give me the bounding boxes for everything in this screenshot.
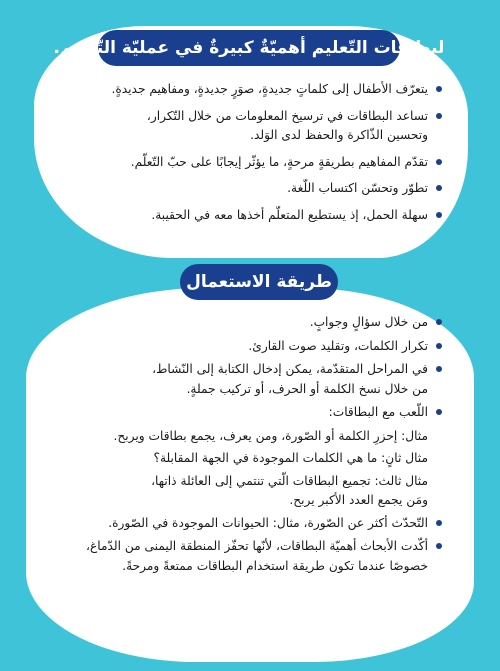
item-text: تقدّم المفاهيم بطريقةٍ مرحةٍ، ما يؤثّر إيجابًا على حبّ التّعلّم.	[130, 154, 428, 169]
list-item	[60, 206, 444, 226]
list-item	[54, 537, 444, 576]
bullet-icon	[436, 520, 442, 526]
importance-list	[60, 80, 444, 232]
item-text: مثال ثالث: تجميع البطاقات الّتي تنتمي إلى العائلة ذاتها،	[151, 473, 428, 488]
bullet-icon	[436, 343, 442, 349]
example-line	[54, 427, 444, 447]
bullet-icon	[436, 113, 442, 119]
list-item	[60, 179, 444, 199]
list-item	[60, 107, 444, 146]
section-usage-title: طريقة الاستعمال	[183, 267, 335, 297]
list-item	[60, 153, 444, 173]
section-importance-title: لبطاقات التّعليم أهميّةٌ كبيرةٌ في عمليّة التّعليم.	[101, 33, 397, 63]
bullet-icon	[436, 366, 442, 372]
item-text: التّحدّث أكثر عن الصّورة، مثال: الحيوانات الموجودة في الصّورة.	[108, 515, 428, 530]
example-line	[54, 472, 444, 511]
item-text: تساعد البطاقات في ترسيخ المعلومات من خلال التّكرار،	[146, 108, 428, 123]
bullet-icon	[436, 185, 442, 191]
bullet-icon	[436, 159, 442, 165]
item-text: ومَن يجمع العدد الأكبر يربح.	[289, 493, 428, 507]
item-text: أكّدت الأبحاث أهميّة البطاقات، لأنّها تحفّز المنطقة اليمنى من الدّماغ،	[86, 539, 428, 553]
item-text: في المراحل المتقدّمة، يمكن إدخال الكتابة إلى النّشاط،	[152, 362, 428, 376]
item-text: يتعرّف الأطفال إلى كلماتٍ جديدةٍ، صوَرٍ جديدةٍ، ومفاهيم جديدةٍ.	[111, 82, 428, 96]
usage-list	[54, 313, 444, 580]
item-text: وتحسين الذّاكرة والحفظ لدى الوَلد.	[250, 128, 428, 142]
item-text: خصوصًا عندما تكون طريقة استخدام البطاقات ممتعةً ومرحةً.	[122, 558, 428, 573]
bullet-icon	[436, 319, 442, 325]
list-item	[54, 403, 444, 423]
list-item	[54, 360, 444, 399]
example-line	[54, 449, 444, 469]
item-text: تطوّر وتحسّن اكتساب اللّغة.	[287, 181, 428, 195]
item-text: مثال ثانٍ: ما هي الكلمات الموجودة في الجهة المقابلة؟	[153, 451, 428, 465]
bullet-icon	[436, 86, 442, 92]
item-text: اللّعب مع البطاقات:	[328, 405, 428, 419]
bullet-icon	[436, 212, 442, 218]
item-text: مثال: إحزرِ الكلمة أو الصّورة، ومن يعرف، يجمع بطاقات ويربح.	[113, 428, 428, 443]
item-text: تكرار الكلمات، وتقليد صوت القارئ.	[248, 338, 428, 353]
bullet-icon	[436, 543, 442, 549]
item-text: سهلة الحمل، إذ يستطيع المتعلّم أخذها معه في الحقيبة.	[151, 207, 428, 222]
list-item	[54, 514, 444, 534]
item-text: من خلال نسخ الكلمة أو الحرف، أو تركيب جملةٍ.	[186, 381, 428, 396]
list-item	[54, 337, 444, 357]
list-item	[54, 313, 444, 333]
list-item	[60, 80, 444, 100]
bullet-icon	[436, 409, 442, 415]
item-text: من خلال سؤالٍ وجوابٍ.	[309, 315, 428, 329]
